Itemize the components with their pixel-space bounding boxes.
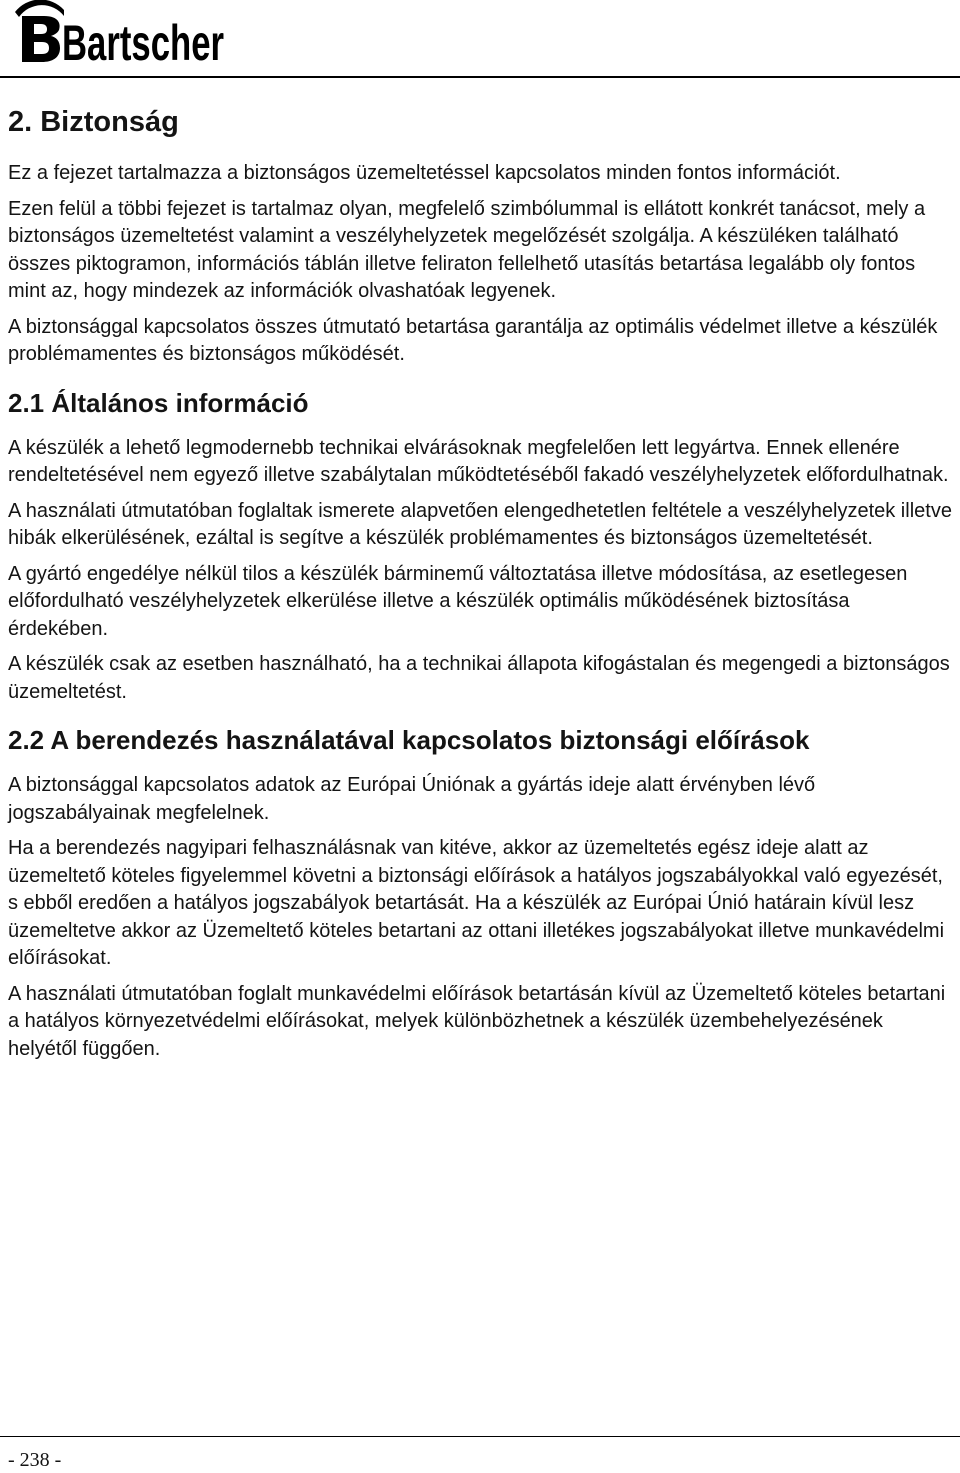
section-biztonsagi-eloirasok <box>8 724 952 1063</box>
section-altalanos-informacio <box>8 387 952 707</box>
section-heading: 2.1 Általános információ <box>8 387 309 418</box>
section-heading: 2. Biztonság <box>8 106 179 138</box>
paragraph: Ha a berendezés nagyipari felhasználásnak van kitéve, akkor az üzemeltetés egész ideje alatt az üzemeltető köteles figyelemmel követni a biztonsági előírások a hatályos jogszabályokkal való egyezését, s ebből eredően a hatályos jogszabályok betartását. Ha a készülék az Európai Únió határain kívül lesz üzemeltetve akkor az Üzemeltető köteles betartani az ottani illetékes jogszabályokat illetve munkavédelmi előírásokat. <box>8 837 945 969</box>
section-biztonsag <box>8 104 952 369</box>
paragraph: A biztonsággal kapcsolatos adatok az Európai Úniónak a gyártás ideje alatt érvényben lévő jogszabályainak megfelelnek. <box>8 774 816 824</box>
section-heading: 2.2 A berendezés használatával kapcsolatos biztonsági előírások <box>8 725 810 755</box>
paragraph: Ez a fejezet tartalmazza a biztonságos üzemeltetéssel kapcsolatos minden fontos információt. <box>8 162 841 184</box>
page-number: - 238 - <box>8 1449 62 1471</box>
footer-divider <box>0 1436 960 1437</box>
header-divider <box>0 76 960 78</box>
paragraph: A biztonsággal kapcsolatos összes útmutató betartása garantálja az optimális védelmet illetve a készülék problémamentes és biztonságos működését. <box>8 315 938 365</box>
bartscher-logo <box>12 2 226 71</box>
paragraph: A készülék csak az esetben használható, ha a technikai állapota kifogástalan és megengedi a biztonságos üzemeltetést. <box>8 653 950 703</box>
paragraph: A gyártó engedélye nélkül tilos a készülék bárminemű változtatása illetve módosítása, az esetlegesen előfordulható veszélyhelyzetek elkerülése illetve a készülék optimális működésének biztosítása érdekében. <box>8 562 908 640</box>
paragraph: Ezen felül a többi fejezet is tartalmaz olyan, megfelelő szimbólummal is ellátott konkrét tanácsot, mely a biztonságos üzemeltetést valamint a veszélyhelyzetek megelőzését szolgálja. A készüléken található összes piktogramon, információs táblán illetve feliraton fellelhető utasítás betartása legalább oly fontos mint az, hogy mindezek az információk olvashatóak legyenek. <box>8 197 926 302</box>
paragraph: A készülék a lehető legmodernebb technikai elvárásoknak megfelelően lett legyártva. Ennek ellenére rendeltetésével nem egyező illetve szabálytalan működtetéséből fakadó veszélyhelyzetek előfordulhatnak. <box>8 436 949 486</box>
paragraph: A használati útmutatóban foglaltak ismerete alapvetően elengedhetetlen feltétele a veszélyhelyzetek illetve hibák elkerülésének, ezáltal is segítve a készülék problémamentes és biztonságos üzemeltetését. <box>8 499 952 549</box>
logo-wordmark: Bartscher <box>62 15 224 71</box>
document-body <box>8 104 952 1071</box>
paragraph: A használati útmutatóban foglalt munkavédelmi előírások betartásán kívül az Üzemeltető köteles betartani a hatályos környezetvédelmi előírásokat, melyek különbözhetnek a készülék üzembehelyezésének helyétől függően. <box>8 982 946 1060</box>
page-header <box>0 0 960 76</box>
